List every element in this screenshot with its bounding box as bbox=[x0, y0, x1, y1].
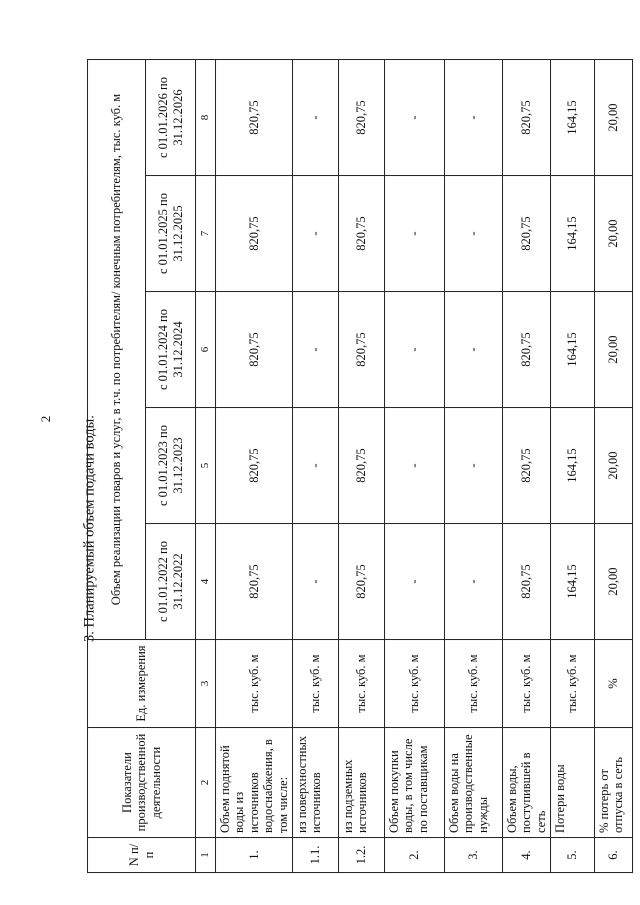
row-unit: тыс. куб. м bbox=[338, 639, 384, 727]
row-value: - bbox=[384, 59, 444, 175]
row-value: 820,75 bbox=[215, 291, 292, 407]
row-unit: тыс. куб. м bbox=[550, 639, 594, 727]
table-row bbox=[338, 59, 384, 872]
table-row bbox=[594, 59, 632, 872]
row-indicator: Объем воды на производственные нужды bbox=[444, 727, 502, 837]
water-supply-table bbox=[87, 58, 633, 872]
row-indicator: из поверхностных источников bbox=[292, 727, 338, 837]
column-number: 6 bbox=[195, 291, 215, 407]
row-number: 5. bbox=[550, 837, 594, 872]
section-heading-wrap bbox=[70, 415, 98, 642]
row-indicator: Объем покупки воды, в том числе по поставщикам bbox=[384, 727, 444, 837]
row-value: 164,15 bbox=[550, 407, 594, 523]
row-value: - bbox=[292, 523, 338, 639]
row-unit: тыс. куб. м bbox=[292, 639, 338, 727]
row-unit: тыс. куб. м bbox=[384, 639, 444, 727]
row-value: - bbox=[444, 175, 502, 291]
column-number: 2 bbox=[195, 727, 215, 837]
header-n: N п/п bbox=[87, 837, 195, 872]
table-row bbox=[502, 59, 550, 872]
row-value: - bbox=[384, 407, 444, 523]
header-period: с 01.01.2024 по 31.12.2024 bbox=[145, 291, 195, 407]
row-value: 820,75 bbox=[338, 291, 384, 407]
row-value: 20,00 bbox=[594, 175, 632, 291]
row-number: 1.1. bbox=[292, 837, 338, 872]
row-value: 820,75 bbox=[502, 523, 550, 639]
row-value: - bbox=[292, 291, 338, 407]
row-number: 3. bbox=[444, 837, 502, 872]
column-number: 3 bbox=[195, 639, 215, 727]
row-value: 820,75 bbox=[502, 175, 550, 291]
header-period: с 01.01.2023 по 31.12.2023 bbox=[145, 407, 195, 523]
table-container bbox=[108, 32, 625, 866]
row-value: 820,75 bbox=[502, 59, 550, 175]
column-number: 8 bbox=[195, 59, 215, 175]
column-number-row bbox=[195, 59, 215, 872]
header-unit: Ед. измерения bbox=[87, 639, 195, 727]
row-value: 20,00 bbox=[594, 407, 632, 523]
page-number: 2 bbox=[38, 415, 53, 423]
row-unit: тыс. куб. м bbox=[444, 639, 502, 727]
row-number: 4. bbox=[502, 837, 550, 872]
row-value: 820,75 bbox=[502, 407, 550, 523]
header-group: Объем реализации товаров и услуг, в т.ч. по потребителям/ конечным потребителям, тыс. куб. м bbox=[87, 59, 145, 639]
row-value: 820,75 bbox=[215, 407, 292, 523]
row-number: 1. bbox=[215, 837, 292, 872]
row-number: 2. bbox=[384, 837, 444, 872]
row-value: 820,75 bbox=[338, 407, 384, 523]
table-row bbox=[292, 59, 338, 872]
row-value: 164,15 bbox=[550, 291, 594, 407]
row-indicator: из подземных источников bbox=[338, 727, 384, 837]
row-value: 820,75 bbox=[215, 175, 292, 291]
row-indicator: % потерь от отпуска в сеть bbox=[594, 727, 632, 837]
header-row-1 bbox=[87, 59, 145, 872]
section-heading: 3. Планируемый объем подачи воды. bbox=[81, 415, 98, 642]
row-unit: тыс. куб. м bbox=[502, 639, 550, 727]
row-value: - bbox=[384, 175, 444, 291]
row-unit: % bbox=[594, 639, 632, 727]
row-value: 820,75 bbox=[338, 59, 384, 175]
header-indicator: Показатели производственной деятельности bbox=[87, 727, 195, 837]
column-number: 5 bbox=[195, 407, 215, 523]
row-value: - bbox=[384, 523, 444, 639]
row-value: 164,15 bbox=[550, 523, 594, 639]
row-value: - bbox=[292, 407, 338, 523]
row-value: 820,75 bbox=[215, 59, 292, 175]
row-value: - bbox=[444, 407, 502, 523]
column-number: 4 bbox=[195, 523, 215, 639]
row-value: - bbox=[384, 291, 444, 407]
row-value: 820,75 bbox=[338, 175, 384, 291]
row-value: - bbox=[444, 291, 502, 407]
header-period: с 01.01.2022 по 31.12.2022 bbox=[145, 523, 195, 639]
row-value: - bbox=[292, 59, 338, 175]
row-indicator: Объем воды, поступившей в сеть bbox=[502, 727, 550, 837]
table-row bbox=[215, 59, 292, 872]
row-number: 6. bbox=[594, 837, 632, 872]
row-value: - bbox=[292, 175, 338, 291]
header-period: с 01.01.2026 по 31.12.2026 bbox=[145, 59, 195, 175]
row-value: 20,00 bbox=[594, 59, 632, 175]
row-value: 20,00 bbox=[594, 291, 632, 407]
row-number: 1.2. bbox=[338, 837, 384, 872]
row-value: 164,15 bbox=[550, 59, 594, 175]
row-indicator: Потери воды bbox=[550, 727, 594, 837]
table-row bbox=[384, 59, 444, 872]
row-value: 820,75 bbox=[502, 291, 550, 407]
table-row bbox=[550, 59, 594, 872]
row-value: 820,75 bbox=[215, 523, 292, 639]
column-number: 1 bbox=[195, 837, 215, 872]
header-period: с 01.01.2025 по 31.12.2025 bbox=[145, 175, 195, 291]
table-row bbox=[444, 59, 502, 872]
row-unit: тыс. куб. м bbox=[215, 639, 292, 727]
row-value: 820,75 bbox=[338, 523, 384, 639]
row-value: 20,00 bbox=[594, 523, 632, 639]
row-value: 164,15 bbox=[550, 175, 594, 291]
row-value: - bbox=[444, 59, 502, 175]
row-value: - bbox=[444, 523, 502, 639]
column-number: 7 bbox=[195, 175, 215, 291]
row-indicator: Объем поднятой воды из источников водоснабжения, в том числе: bbox=[215, 727, 292, 837]
